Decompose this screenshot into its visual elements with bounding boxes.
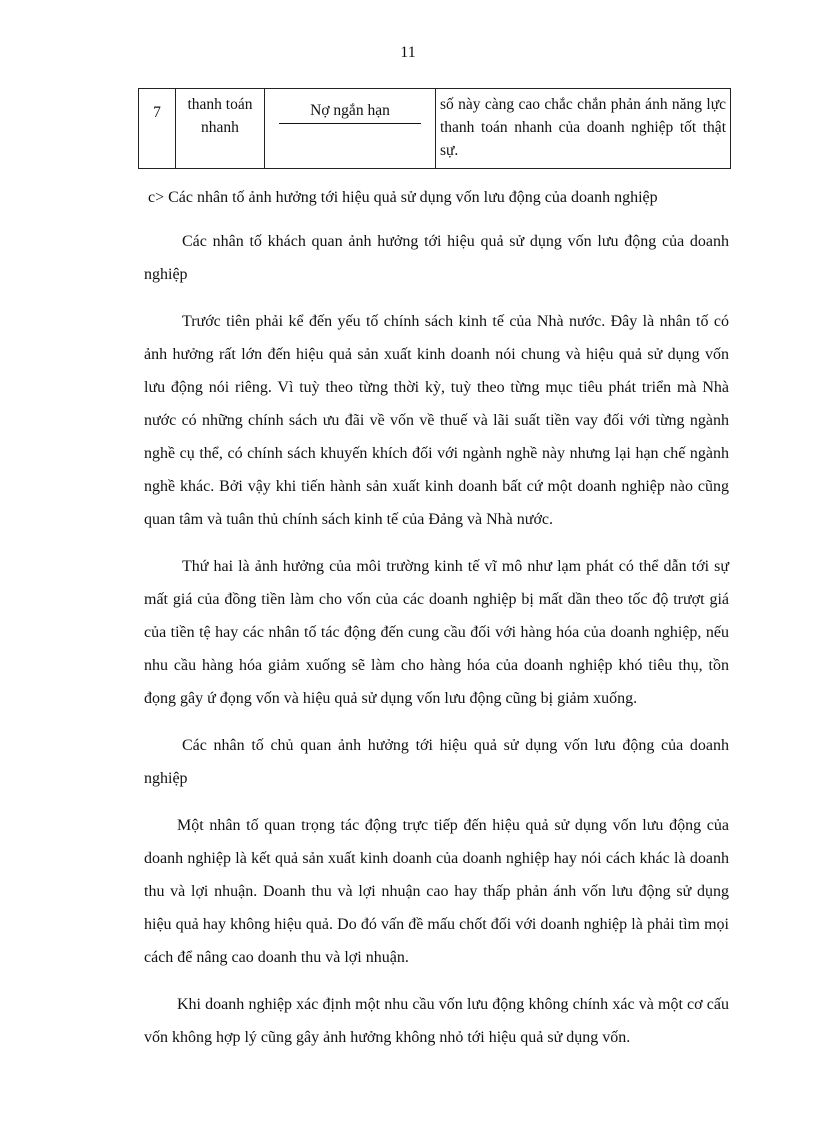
- paragraph-macro-environment: Thứ hai là ảnh hưởng của môi trường kinh tế vĩ mô như lạm phát có thể dẫn tới sự mất giá của đồng tiền làm cho vốn của các doanh nghiệp bị mất dần theo tốc độ trượt giá của tiền tệ hay các nhân tố tác động đến cung cầu đối với hàng hóa của doanh nghiệp, nếu nhu cầu hàng hóa giảm xuống sẽ làm cho hàng hóa của doanh nghiệp khó tiêu thụ, tồn đọng gây ứ đọng vốn và hiệu quả sử dụng vốn lưu động cũng bị giảm xuống.: [144, 558, 729, 707]
- row-number-cell: 7: [139, 89, 176, 169]
- formula-cell: [265, 89, 436, 169]
- page-number: 11: [400, 44, 416, 61]
- table-row: [139, 89, 731, 169]
- indicator-name-cell: thanh toán nhanh: [176, 89, 265, 169]
- paragraph-subjective-factors-heading: Các nhân tố chủ quan ảnh hưởng tới hiệu quả sử dụng vốn lưu động của doanh nghiệp: [144, 737, 729, 787]
- paragraph-business-results: Một nhân tố quan trọng tác động trực tiếp đến hiệu quả sử dụng vốn lưu động của doanh nghiệp là kết quả sản xuất kinh doanh của doanh nghiệp hay nói cách khác là doanh thu và lợi nhuận. Doanh thu và lợi nhuận cao hay thấp phản ánh vốn lưu động sử dụng hiệu quả hay không hiệu quả. Do đó vấn đề mấu chốt đối với doanh nghiệp là phải tìm mọi cách để nâng cao doanh thu và lợi nhuận.: [144, 817, 729, 966]
- formula-denominator: Nợ ngắn hạn: [279, 99, 421, 124]
- body-content: [144, 186, 729, 1068]
- description-cell: số này càng cao chắc chắn phản ánh năng lực thanh toán nhanh của doanh nghiệp tốt thật sự.: [436, 89, 731, 169]
- paragraph-capital-structure: Khi doanh nghiệp xác định một nhu cầu vốn lưu động không chính xác và một cơ cấu vốn không hợp lý cũng gây ảnh hưởng không nhỏ tới hiệu quả sử dụng vốn.: [144, 996, 729, 1046]
- paragraph-objective-factors-heading: Các nhân tố khách quan ảnh hưởng tới hiệu quả sử dụng vốn lưu động của doanh nghiệp: [144, 233, 729, 283]
- paragraph-economic-policy: Trước tiên phải kể đến yếu tố chính sách kinh tế của Nhà nước. Đây là nhân tố có ảnh hưởng rất lớn đến hiệu quả sản xuất kinh doanh nói chung và hiệu quả sử dụng vốn lưu động nói riêng. Vì tuỳ theo từng thời kỳ, tuỳ theo từng mục tiêu phát triển mà Nhà nước có những chính sách ưu đãi về vốn về thuế và lãi suất tiền vay đối với từng ngành nghề cụ thể, có chính sách khuyến khích đối với ngành nghề này nhưng lại hạn chế ngành nghề khác. Bởi vậy khi tiến hành sản xuất kinh doanh bất cứ một doanh nghiệp nào cũng quan tâm và tuân thủ chính sách kinh tế của Đảng và Nhà nước.: [144, 313, 729, 528]
- section-heading: c> Các nhân tố ảnh hưởng tới hiệu quả sử dụng vốn lưu động của doanh nghiệp: [148, 189, 658, 206]
- ratio-table: [138, 88, 731, 169]
